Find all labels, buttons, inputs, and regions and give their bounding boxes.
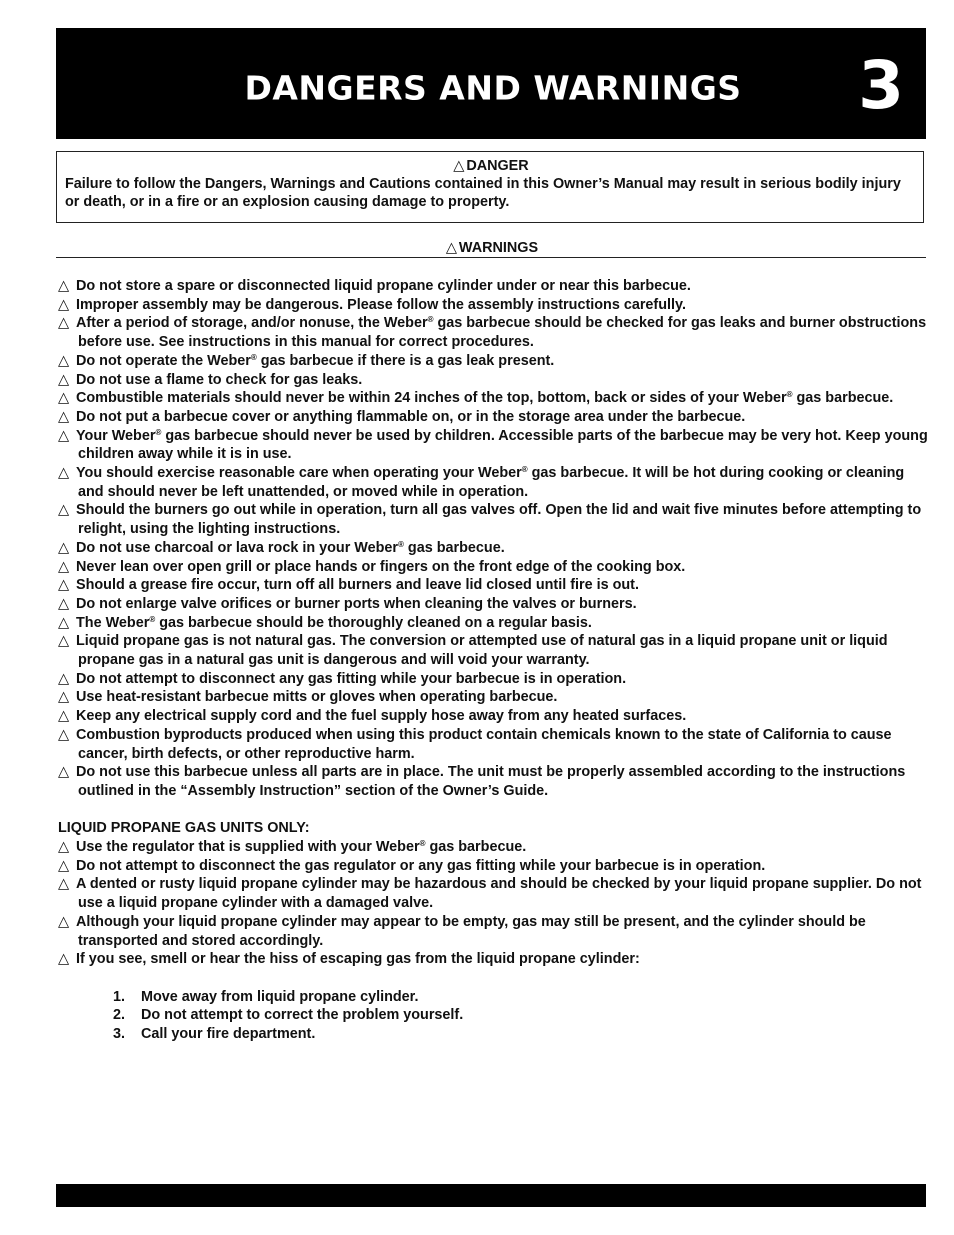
warning-items [58,277,928,801]
list-item [58,763,928,800]
warning-triangle-icon: △ [58,913,70,930]
list-item [58,558,928,577]
list-item [58,296,928,315]
step-number: 1. [113,988,126,1005]
page-footer-bar [56,1184,926,1207]
list-item-text: Do not operate the Weber® gas barbecue if there is a gas leak present. [76,352,555,369]
list-item [58,389,928,408]
list-item-text: Do not attempt to disconnect any gas fitting while your barbecue is in operation. [76,670,627,687]
list-item [58,857,928,876]
list-item-text: Do not put a barbecue cover or anything flammable on, or in the storage area under the barbecue. [76,408,746,425]
list-item [58,632,928,669]
warning-triangle-icon: △ [58,726,70,743]
list-item [58,595,928,614]
list-item-text: Should the burners go out while in operation, turn all gas valves off. Open the lid and wait five minutes before attempting to relight, using the lighting instructions. [76,502,922,538]
warning-triangle-icon: △ [58,502,70,519]
step-item [113,1006,928,1025]
list-item-text: You should exercise reasonable care when operating your Weber® gas barbecue. It will be hot during cooking or cleaning and should never be left unattended, or moved while in operation. [76,465,905,500]
list-item-text: Do not enlarge valve orifices or burner ports when cleaning the valves or burners. [76,595,637,612]
list-item-text: The Weber® gas barbecue should be thoroughly cleaned on a regular basis. [76,614,592,631]
warnings-list [58,277,928,1044]
list-item [58,464,928,501]
step-number: 3. [113,1026,126,1043]
list-item-text: Do not store a spare or disconnected liquid propane cylinder under or near this barbecue. [76,278,691,294]
list-item [58,950,928,969]
warning-triangle-icon: △ [58,539,70,556]
danger-heading [65,157,915,175]
warning-triangle-icon: △ [58,371,70,388]
warning-triangle-icon: △ [58,558,70,575]
list-item [58,838,928,857]
list-item [58,501,928,538]
lp-steps [58,988,928,1044]
list-item-text: Liquid propane gas is not natural gas. The conversion or attempted use of natural gas in a liquid propane unit or liquid propane gas in a natural gas unit is dangerous and will void your warranty. [76,633,888,669]
warning-triangle-icon: △ [58,408,70,425]
list-item-text: If you see, smell or hear the hiss of escaping gas from the liquid propane cylinder: [76,951,640,968]
list-item [58,277,928,296]
step-text: Move away from liquid propane cylinder. [141,988,419,1005]
list-item [58,614,928,633]
list-item-text: Improper assembly may be dangerous. Please follow the assembly instructions carefully. [76,296,686,313]
list-item-text: Combustible materials should never be within 24 inches of the top, bottom, back or sides of your Weber® gas barbecue. [76,390,894,407]
warning-triangle-icon: △ [58,427,70,444]
warning-triangle-icon: △ [58,577,70,594]
warning-triangle-icon: △ [58,296,70,313]
warning-triangle-icon: △ [58,633,70,650]
warning-triangle-icon: △ [58,595,70,612]
list-item [58,371,928,390]
list-item-text: Your Weber® gas barbecue should never be used by children. Accessible parts of the barbecue may be very hot. Keep young children away while it is in use. [76,427,928,463]
list-item [58,408,928,427]
list-item [58,707,928,726]
warning-triangle-icon: △ [58,764,70,781]
list-item-text: Should a grease fire occur, turn off all burners and leave lid closed until fire is out. [76,577,639,594]
warning-triangle-icon: △ [58,278,70,294]
step-text: Call your fire department. [141,1026,316,1043]
danger-box [56,151,924,223]
list-item-text: Keep any electrical supply cord and the fuel supply hose away from any heated surfaces. [76,708,687,725]
list-item-text: Never lean over open grill or place hands or fingers on the front edge of the cooking box. [76,558,686,575]
warning-triangle-icon: △ [445,240,457,256]
list-item [58,352,928,371]
list-item-text: A dented or rusty liquid propane cylinder may be hazardous and should be checked by your liquid propane supplier. Do not use a liquid propane cylinder with a damaged valve. [76,876,922,912]
warning-triangle-icon: △ [58,315,70,332]
warnings-title: WARNINGS [458,240,539,256]
list-item-text: After a period of storage, and/or nonuse, the Weber® gas barbecue should be checked for gas leaks and burner obstructions before use. See instructions in this manual for correct procedures. [76,315,927,351]
list-item-text: Do not attempt to disconnect the gas regulator or any gas fitting while your barbecue is in operation. [76,857,766,874]
warning-triangle-icon: △ [58,839,70,856]
lp-items [58,838,928,969]
lp-section-title: LIQUID PROPANE GAS UNITS ONLY: [58,820,310,837]
warnings-heading [56,240,926,258]
step-item [113,1025,928,1044]
warning-triangle-icon: △ [58,352,70,369]
danger-title: DANGER [466,158,529,174]
warning-triangle-icon: △ [453,158,465,174]
warning-triangle-icon: △ [58,708,70,725]
danger-text: Failure to follow the Dangers, Warnings and Cautions contained in this Owner’s Manual may result in serious bodily injury or death, or in a fire or an explosion causing damage to property. [65,176,901,210]
warning-triangle-icon: △ [58,390,70,407]
chapter-number: 3 [858,47,904,124]
list-item-text: Use heat-resistant barbecue mitts or gloves when operating barbecue. [76,689,558,706]
list-item-text: Do not use charcoal or lava rock in your Weber® gas barbecue. [76,539,505,556]
warning-triangle-icon: △ [58,614,70,631]
list-item [58,875,928,912]
list-item [58,726,928,763]
list-item-text: Combustion byproducts produced when using this product contain chemicals known to the state of California to cause cancer, birth defects, or other reproductive harm. [76,726,892,762]
list-item [58,913,928,950]
warning-triangle-icon: △ [58,876,70,893]
list-item [58,539,928,558]
warning-triangle-icon: △ [58,689,70,706]
warning-triangle-icon: △ [58,465,70,482]
list-item-text: Do not use a flame to check for gas leaks. [76,371,363,388]
page-header [56,28,926,139]
warning-triangle-icon: △ [58,857,70,874]
step-number: 2. [113,1007,126,1024]
list-item [58,688,928,707]
warning-triangle-icon: △ [58,670,70,687]
list-item-text: Do not use this barbecue unless all parts are in place. The unit must be properly assembled according to the instructions outlined in the “Assembly Instruction” section of the Owner’s Guide. [76,764,906,799]
list-item [58,576,928,595]
step-text: Do not attempt to correct the problem yourself. [141,1007,464,1024]
list-item [58,670,928,689]
warning-triangle-icon: △ [58,951,70,968]
list-item [58,427,928,464]
list-item [58,314,928,351]
step-item [113,988,928,1007]
list-item-text: Although your liquid propane cylinder may appear to be empty, gas may still be present, and the cylinder should be transported and stored accordingly. [76,913,866,949]
list-item-text: Use the regulator that is supplied with your Weber® gas barbecue. [76,839,527,856]
page-title: DANGERS AND WARNINGS [244,68,742,108]
